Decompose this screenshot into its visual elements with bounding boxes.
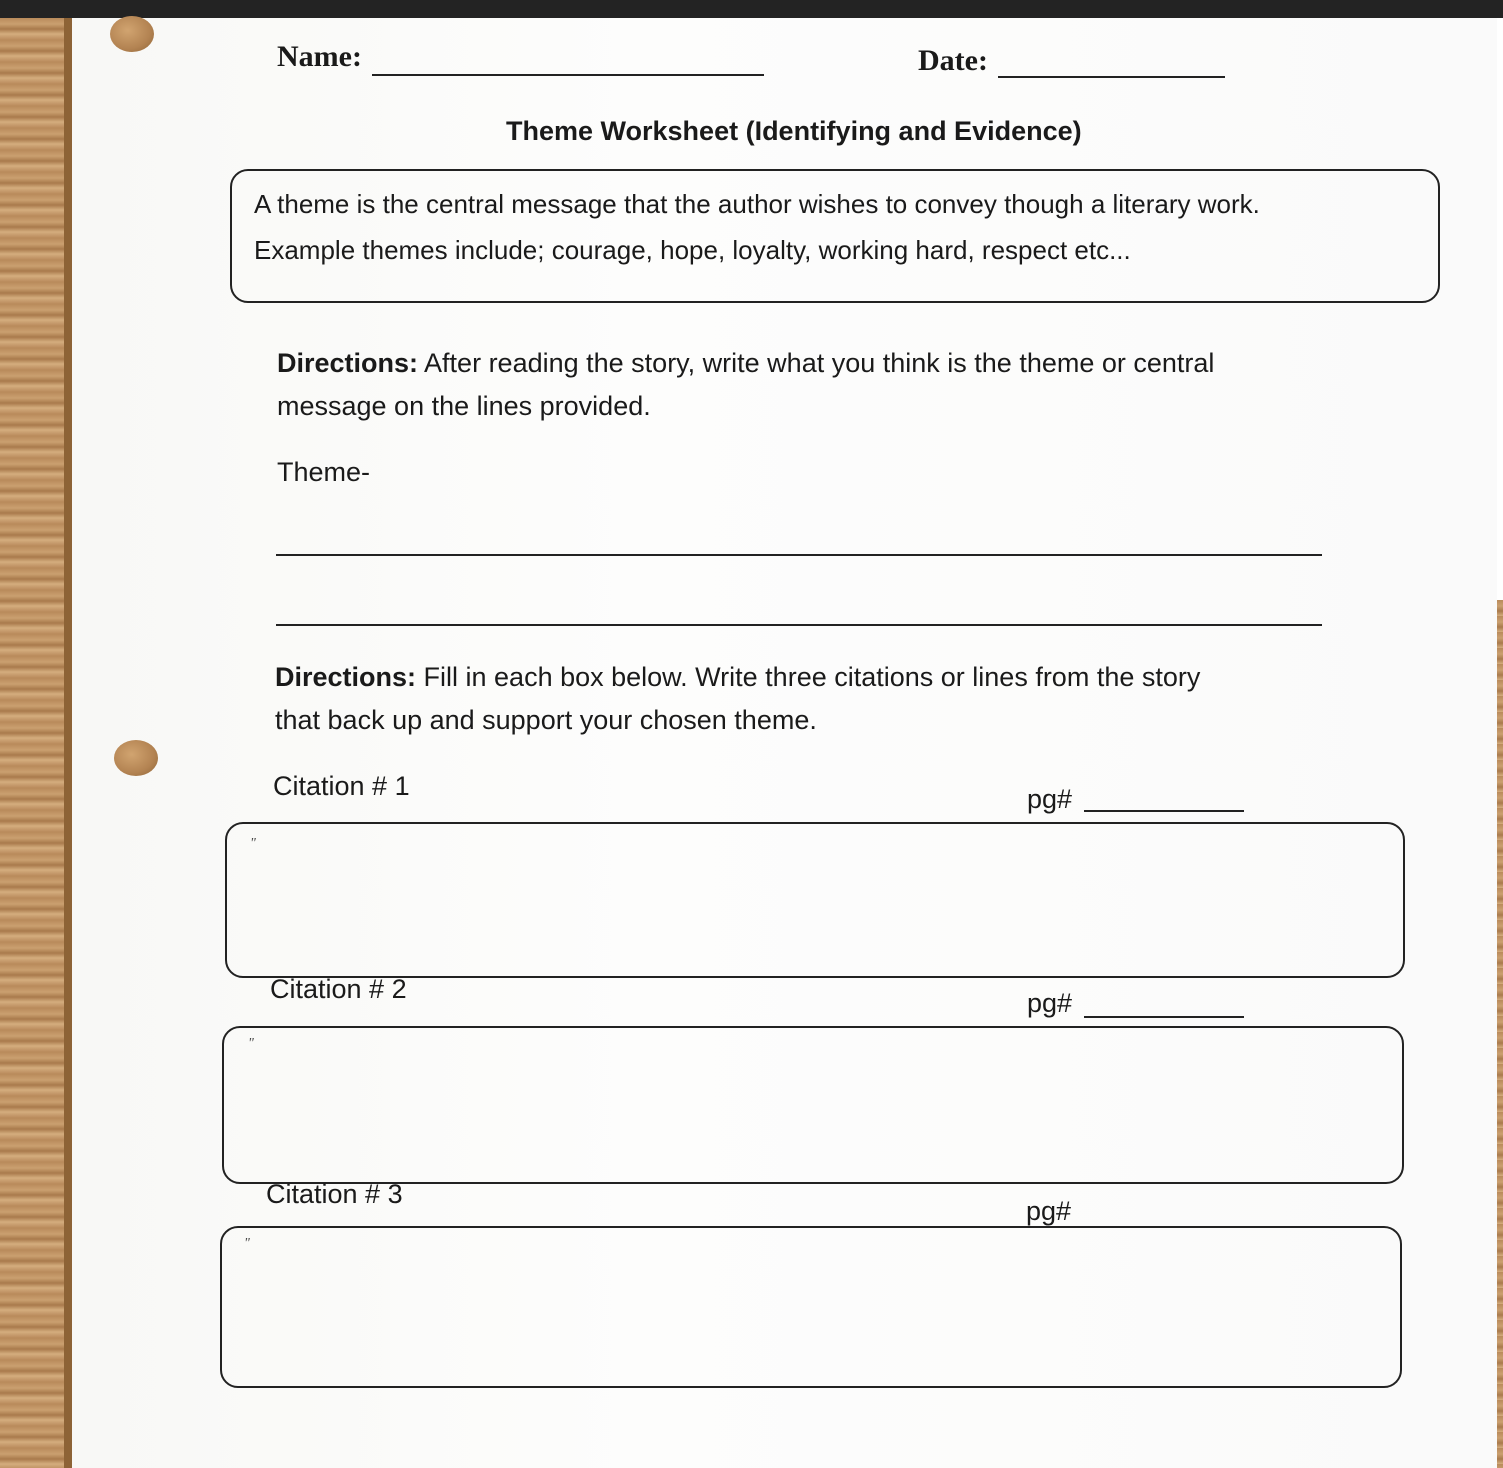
binder-hole-middle bbox=[114, 740, 158, 776]
citation-3-box[interactable] bbox=[220, 1226, 1402, 1388]
theme-label: Theme- bbox=[277, 457, 371, 487]
date-label: Date: bbox=[918, 44, 988, 77]
citation-1-pg-label: pg# bbox=[1027, 784, 1073, 814]
directions-2-line-1: Fill in each box below. Write three citations or lines from the story bbox=[416, 662, 1201, 692]
page-title: Theme Worksheet (Identifying and Evidence) bbox=[506, 116, 1082, 146]
definition-line-1: A theme is the central message that the author wishes to convey though a literary work. bbox=[254, 189, 1260, 219]
citation-2-quote-mark: " bbox=[248, 1036, 254, 1051]
paper-shadow-edge bbox=[64, 18, 72, 1468]
citation-3-pg-label: pg# bbox=[1026, 1196, 1072, 1226]
directions-1-line-2: message on the lines provided. bbox=[277, 391, 651, 421]
directions-2-label: Directions: bbox=[275, 662, 417, 692]
definition-box bbox=[230, 169, 1440, 303]
definition-text bbox=[232, 171, 1438, 283]
wood-desk-left bbox=[0, 18, 70, 1468]
name-label: Name: bbox=[277, 40, 362, 73]
definition-line-2: Example themes include; courage, hope, loyalty, working hard, respect etc... bbox=[254, 235, 1131, 265]
citation-1-label: Citation # 1 bbox=[273, 771, 410, 801]
directions-1 bbox=[277, 342, 1214, 428]
citation-1-page-field[interactable] bbox=[1084, 810, 1244, 812]
name-field[interactable] bbox=[372, 74, 764, 76]
citation-1-quote-mark: " bbox=[250, 836, 256, 851]
citation-3-label: Citation # 3 bbox=[266, 1179, 403, 1209]
top-bar bbox=[0, 0, 1503, 18]
citation-3-quote-mark: " bbox=[244, 1236, 250, 1251]
binder-hole-top bbox=[110, 16, 154, 52]
directions-2 bbox=[275, 656, 1200, 742]
date-field[interactable] bbox=[998, 76, 1225, 78]
directions-1-label: Directions: bbox=[277, 348, 419, 378]
citation-2-label: Citation # 2 bbox=[270, 974, 407, 1004]
directions-1-line-1: After reading the story, write what you think is the theme or central bbox=[418, 348, 1215, 378]
directions-2-line-2: that back up and support your chosen theme. bbox=[275, 705, 817, 735]
citation-2-pg-label: pg# bbox=[1027, 988, 1073, 1018]
theme-answer-line-1[interactable] bbox=[276, 554, 1322, 556]
wood-desk-right bbox=[1497, 600, 1503, 1468]
citation-1-box[interactable] bbox=[225, 822, 1405, 978]
citation-2-page-field[interactable] bbox=[1084, 1016, 1244, 1018]
theme-answer-line-2[interactable] bbox=[276, 624, 1322, 626]
citation-2-box[interactable] bbox=[222, 1026, 1404, 1184]
